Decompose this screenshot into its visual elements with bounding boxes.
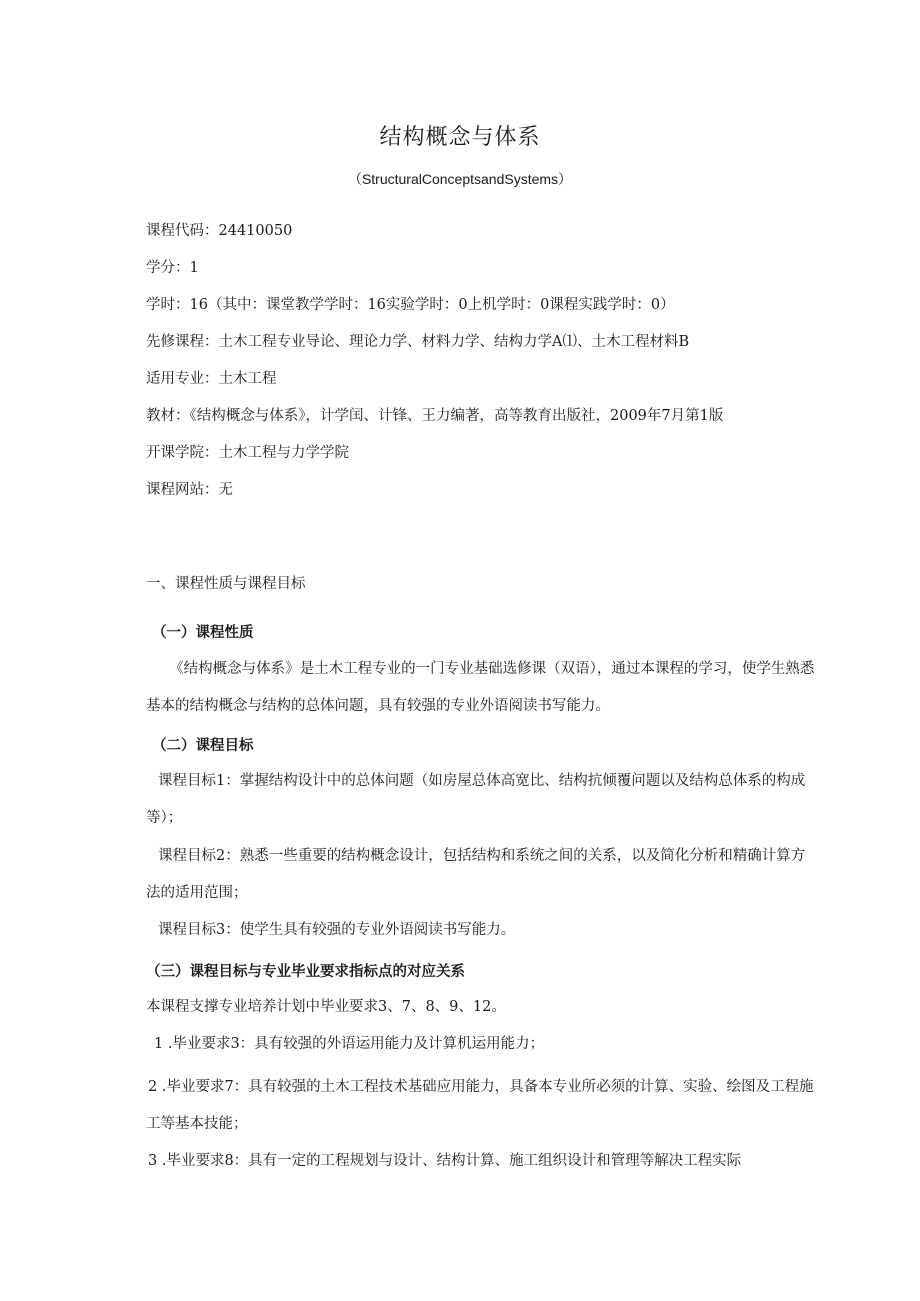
info-value: 《结构概念与体系》，计学闰、计锋、王力编著，高等教育出版社，2009年7月第1版 [189, 408, 724, 424]
info-website [146, 478, 233, 499]
info-hours [146, 293, 675, 314]
info-value: 土木工程专业导论、理论力学、材料力学、结构力学A⑴、土木工程材料B [218, 334, 690, 350]
subsection-heading-mapping: （三）课程目标与专业毕业要求指标点的对应关系 [146, 964, 465, 980]
info-college [146, 441, 349, 462]
course-nature-paragraph: 《结构概念与体系》是土木工程专业的一门专业基础选修课（双语），通过本课程的学习，使学生熟悉基本的结构概念与结构的总体问题，具有较强的专业外语阅读书写能力。 [146, 661, 815, 714]
graduation-requirement-8: 3 .毕业要求8：具有一定的工程规划与设计、结构计算、施工组织设计和管理等解决工程实际 [148, 1153, 742, 1169]
info-textbook [146, 404, 723, 425]
doc-title: 结构概念与体系 [379, 125, 541, 150]
graduation-requirement-7: 2 .毕业要求7：具有较强的土木工程技术基础应用能力，具备本专业所必须的计算、实验、绘图及工程施工等基本技能； [146, 1079, 814, 1132]
subsection-heading-nature: （一）课程性质 [152, 625, 254, 641]
info-value: 无 [218, 482, 233, 498]
info-label: 开课学院： [146, 445, 219, 461]
course-goal-1: 课程目标1：掌握结构设计中的总体问题（如房屋总体高宽比、结构抗倾覆问题以及结构总体系的构成等）； [146, 773, 806, 826]
info-label: 学分： [146, 260, 190, 276]
info-label: 课程网站： [146, 482, 219, 498]
course-goal-3: 课程目标3：使学生具有较强的专业外语阅读书写能力。 [158, 922, 516, 938]
info-credits [146, 256, 199, 277]
info-major [146, 367, 277, 388]
info-label: 教材： [146, 408, 190, 424]
info-label: 适用专业： [146, 371, 219, 387]
info-value: 1 [189, 260, 199, 276]
info-value: 16（其中：课堂教学学时：16实验学时：0上机学时：0课程实践学时：0） [189, 297, 675, 313]
mapping-intro: 本课程支撑专业培养计划中毕业要求3、7、8、9、12。 [146, 999, 506, 1015]
info-label: 先修课程： [146, 334, 219, 350]
info-label: 学时： [146, 297, 190, 313]
info-value: 土木工程 [218, 371, 277, 387]
section-heading: 一、课程性质与课程目标 [146, 576, 306, 592]
info-value: 24410050 [218, 223, 293, 239]
course-goal-2: 课程目标2：熟悉一些重要的结构概念设计，包括结构和系统之间的关系，以及简化分析和精确计算方法的适用范围； [146, 848, 806, 901]
info-label: 课程代码： [146, 223, 219, 239]
info-value: 土木工程与力学学院 [218, 445, 349, 461]
info-prerequisites [146, 330, 689, 351]
info-course-code [146, 219, 292, 240]
subsection-heading-goals: （二）课程目标 [152, 738, 254, 754]
graduation-requirement-3: 1 .毕业要求3：具有较强的外语运用能力及计算机运用能力； [154, 1036, 545, 1052]
doc-subtitle: （StructuralConceptsandSystems） [347, 171, 573, 187]
